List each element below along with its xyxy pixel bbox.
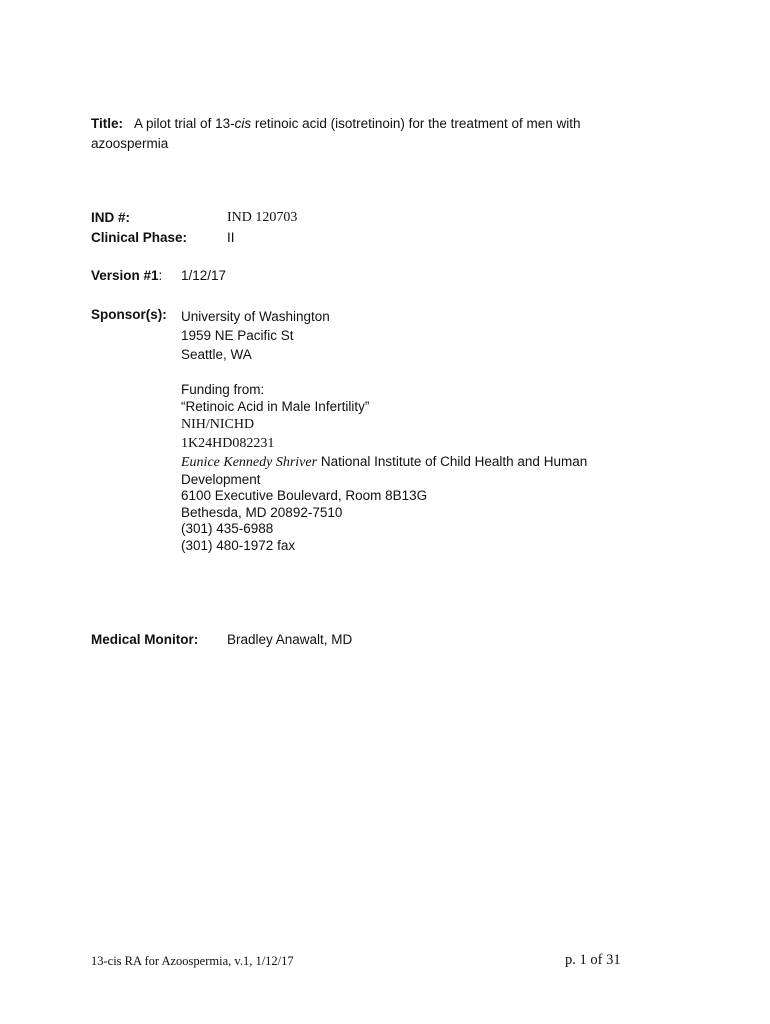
funding-grant-number: 1K24HD082231 (181, 436, 275, 451)
title-text-italic: cis (234, 116, 252, 131)
medical-monitor-value: Bradley Anawalt, MD (227, 632, 353, 647)
sponsor-label: Sponsor(s): (91, 307, 167, 322)
funding-institute-italic: Eunice Kennedy Shriver (181, 455, 318, 470)
funding-phone: (301) 435-6988 (181, 521, 274, 536)
funding-agency: NIH/NICHD (181, 417, 255, 432)
sponsor-line: University of Washington (181, 309, 330, 324)
version-label: Version #1 (91, 268, 159, 283)
version-colon: : (158, 268, 163, 283)
clinical-phase-label: Clinical Phase: (91, 230, 188, 245)
funding-institute (181, 453, 611, 488)
funding-heading: Funding from: (181, 382, 265, 397)
title-text-end: retinoic acid (isotretinoin) for the treatment of men with azoospermia (91, 116, 581, 151)
title-text-start: A pilot trial of 13- (134, 116, 235, 131)
sponsor-line: Seattle, WA (181, 347, 252, 362)
ind-label: IND #: (91, 210, 131, 225)
version-label-wrap (91, 268, 162, 283)
funding-address-1: 6100 Executive Boulevard, Room 8B13G (181, 488, 428, 503)
funding-fax: (301) 480-1972 fax (181, 537, 296, 553)
clinical-phase-value: II (227, 230, 235, 245)
funding-grant-title: “Retinoic Acid in Male Infertility” (181, 398, 370, 414)
sponsor-address (181, 307, 330, 364)
footer-page-number: p. 1 of 31 (565, 952, 621, 968)
sponsor-line: 1959 NE Pacific St (181, 328, 294, 343)
document-title (91, 114, 611, 154)
medical-monitor-label: Medical Monitor: (91, 632, 199, 647)
title-label: Title: (91, 116, 124, 131)
funding-block (181, 382, 611, 554)
ind-value: IND 120703 (227, 210, 298, 225)
funding-institute-rest: National Institute of Child Health and Human Development (181, 454, 588, 487)
footer-document-id: 13-cis RA for Azoospermia, v.1, 1/12/17 (91, 954, 294, 968)
funding-address-2: Bethesda, MD 20892-7510 (181, 504, 343, 520)
version-value: 1/12/17 (181, 268, 227, 283)
